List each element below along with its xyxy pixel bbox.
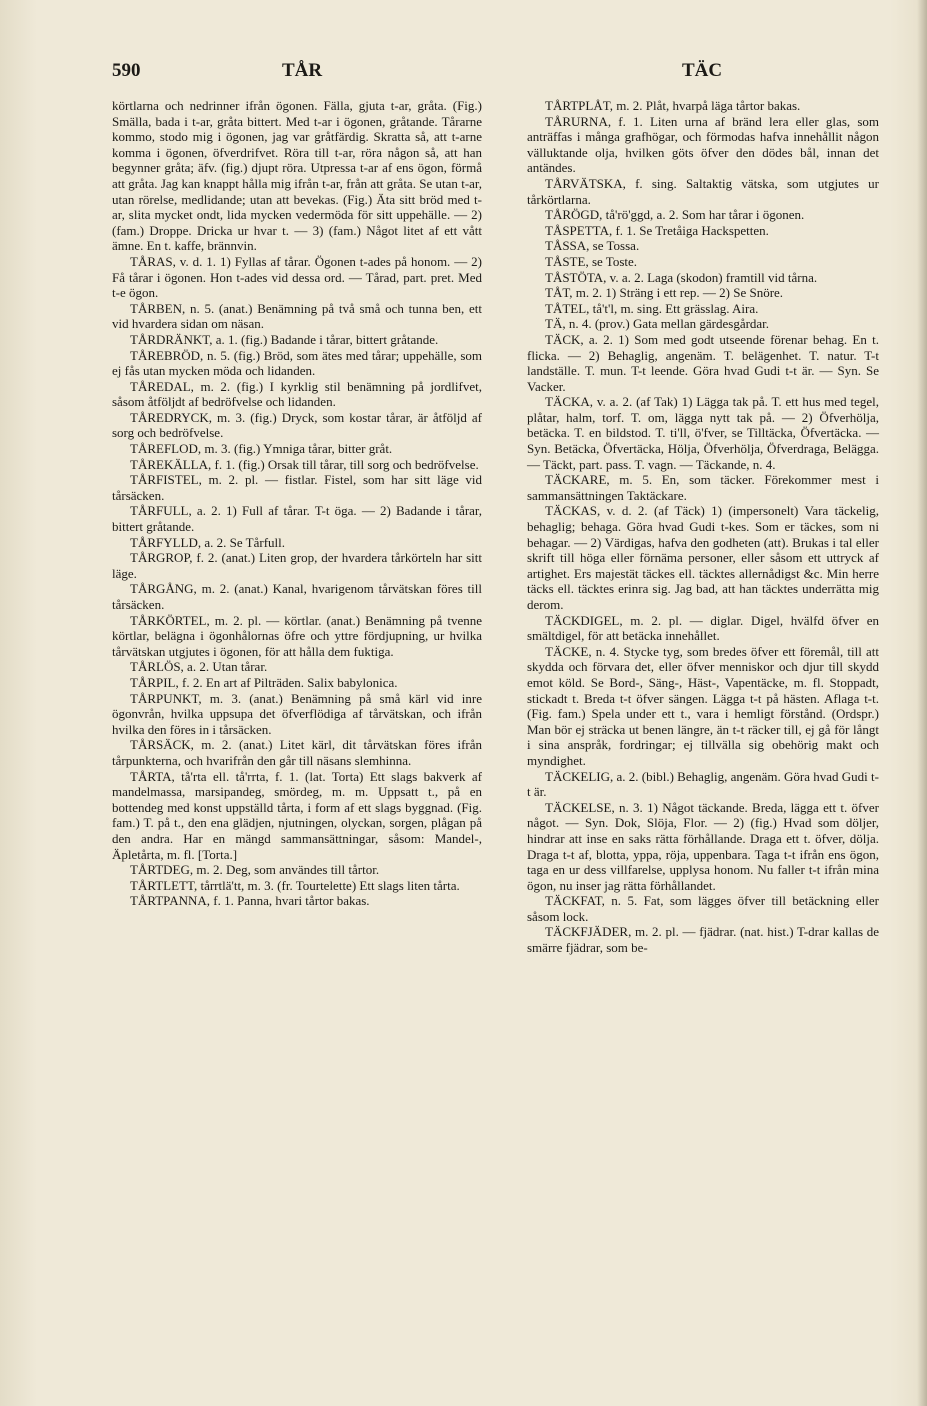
dictionary-entry: TÅSSA, se Tossa.	[545, 238, 640, 254]
dictionary-entry: TÅRTPANNA, f. 1. Panna, hvari tårtor bakas.	[130, 893, 370, 909]
dictionary-entry: TÅREDAL, m. 2. (fig.) I kyrklig stil benämning på jordlifvet, såsom åtföljdt af bedröfvelse och lidanden.	[112, 378, 482, 410]
dictionary-entry: TÅTEL, tå't'l, m. sing. Ett grässlag. Aira.	[545, 300, 759, 316]
dictionary-entry: TÄCK, a. 2. 1) Som med godt utseende förenar behag. En t. flicka. — 2) Behaglig, angenäm. T. belägenhet. T. natur. T-t landställe. T. mun. T-t leende. Göra hvad Gudi t-t är. — Syn. Se Vacker.	[527, 331, 879, 394]
page-edge-shadow	[917, 0, 927, 1406]
dictionary-entry: körtlarna och nedrinner ifrån ögonen. Fälla, gjuta t-ar, gråta. (Fig.) Smälla, bada i t-ar, gråta bittert. Med t-ar i ögonen, gråtande. Tårarne kommo, stodo mig i ögonen, jag var gråtfärdig. Skratta så, att t-arne komma i ögonen, öfverdrifvet. Röra till t-ar, röra någon så, att han begynner gråta; äfv. (fig.) djupt röra. Utpressa t-ar af ens ögon, förmå att gråta. Jag kan knappt hålla mig ifrån t-ar, från att gråta. Se utan t-ar, utan rörelse, medlidande; utan att bevekas. (Fig.) Äta sitt bröd med t-ar, slita mycket ondt, lida mycken vedermöda för sitt uppehälle. — 2) (fam.) Droppe. Dricka ur hvar t. — 3) (fam.) Något litet af ett vått ämne. En t. kaffe, brännvin.	[112, 98, 482, 254]
dictionary-entry: TÅREKÄLLA, f. 1. (fig.) Orsak till tårar, till sorg och bedröfvelse.	[130, 456, 479, 472]
dictionary-entry: TÅRFULL, a. 2. 1) Full af tårar. T-t öga. — 2) Badande i tårar, bittert gråtande.	[112, 503, 482, 535]
dictionary-entry: TÅREBRÖD, n. 5. (fig.) Bröd, som ätes med tårar; uppehälle, som ej fås utan mycken möda och lidanden.	[112, 347, 482, 379]
left-column	[112, 98, 482, 909]
dictionary-entry: TÅRÖGD, tå'rö'ggd, a. 2. Som har tårar i ögonen.	[545, 207, 805, 223]
dictionary-entry: TÅREDRYCK, m. 3. (fig.) Dryck, som kostar tårar, är åtföljd af sorg och bedröfvelse.	[112, 409, 482, 441]
dictionary-entry: TÅRLÖS, a. 2. Utan tårar.	[130, 659, 268, 675]
dictionary-entry: TÄCKAS, v. d. 2. (af Täck) 1) (impersonelt) Vara täckelig, behaglig; behaga. Göra hvad Gudi t-kes. Som er täckes, som ni behagar. — 2) Värdigas, hafva den godheten (att). Brukas i tal eller skrift till höga eller förnäma personer, eller såsom ett uttryck af artighet. Ers majestät täckes ell. täcktes allernådigst &c. Min herre täcks ell. täcktes erinra sig. Jag bad, att han täcktes underrätta mig derom.	[527, 503, 879, 612]
dictionary-entry: TÅRURNA, f. 1. Liten urna af bränd lera eller glas, som anträffas i många grafhögar, och förmodas hafva innehållit någon välluktande olja, hvilken göts öfver den dödes bål, innan det antändes.	[527, 113, 879, 176]
dictionary-entry: TÄCKARE, m. 5. En, som täcker. Förekommer mest i sammansättningen Taktäckare.	[527, 472, 879, 503]
dictionary-entry: TÅT, m. 2. 1) Sträng i ett rep. — 2) Se Snöre.	[545, 285, 784, 301]
dictionary-entry: TÅRFYLLD, a. 2. Se Tårfull.	[130, 534, 286, 550]
dictionary-entry: TÅSPETTA, f. 1. Se Tretåiga Hackspetten.	[545, 222, 769, 238]
left-running-head: TÅR	[282, 60, 323, 81]
dictionary-entry: TÅRTDEG, m. 2. Deg, som användes till tårtor.	[130, 862, 380, 878]
dictionary-entry: TÄCKA, v. a. 2. (af Tak) 1) Lägga tak på. T. ett hus med tegel, plåtar, halm, torf. T. om, lägga nytt tak på. — 2) Öfverhölja, betäcka. T. en bildstod. T. ti'll, ö'fver, se Tilltäcka, Öfvertäcka. — Syn. Betäcka, Öfvertäcka, Hölja, Öfverhölja, Öfverdraga, Belägga. — Täckt, part. pass. T. vagn. — Täckande, n. 4.	[527, 394, 879, 472]
dictionary-entry: TÅRBEN, n. 5. (anat.) Benämning på två små och tunna ben, ett vid hvardera sidan om näsan.	[112, 300, 482, 332]
dictionary-entry: TÅREFLOD, m. 3. (fig.) Ymniga tårar, bitter gråt.	[130, 441, 393, 457]
dictionary-entry: TÅRAS, v. d. 1. 1) Fyllas af tårar. Ögonen t-ades på honom. — 2) Få tårar i ögonen. Hon t-ades vid dessa ord. — Tårad, part. pret. Med t-e ögon.	[112, 253, 482, 301]
dictionary-entry: TÅRSÄCK, m. 2. (anat.) Litet kärl, dit tårvätskan föres ifrån tårpunkterna, och hvarifrån den går till näsans slemhinna.	[112, 737, 482, 768]
dictionary-entry: TÅRFISTEL, m. 2. pl. — fistlar. Fistel, som har sitt läge vid tårsäcken.	[112, 472, 482, 503]
dictionary-entry: TÄCKFJÄDER, m. 2. pl. — fjädrar. (nat. hist.) T-drar kallas de smärre fjädrar, som be-	[527, 924, 879, 956]
dictionary-entry: TÅRVÄTSKA, f. sing. Saltaktig vätska, som utgjutes ur tårkörtlarna.	[527, 175, 879, 207]
dictionary-entry: TÄCKDIGEL, m. 2. pl. — diglar. Digel, hvälfd öfver en smältdigel, för att betäcka innehållet.	[527, 612, 879, 644]
page-number: 590	[112, 60, 141, 81]
dictionary-entry: TÅRTA, tå'rta ell. tå'rrta, f. 1. (lat. Torta) Ett slags bakverk af mandelmassa, marsipandeg, smördeg, m. m. Uppsatt t., på en bottendeg med konst uppställd tårta, i form af ett slags byggnad. (Fig. fam.) T. på t., den ena glädjen, njutningen, olyckan, sorgen, plågan på den andra. Har en mängd sammansättningar, såsom: Mandel-, Äpletårta, m. fl. [Torta.]	[112, 768, 482, 862]
dictionary-entry: TÅRGÅNG, m. 2. (anat.) Kanal, hvarigenom tårvätskan föres till tårsäcken.	[112, 581, 482, 612]
dictionary-entry: TÄCKELIG, a. 2. (bibl.) Behaglig, angenäm. Göra hvad Gudi t-t är.	[527, 768, 879, 800]
dictionary-entry: TÅRPIL, f. 2. En art af Pilträden. Salix babylonica.	[130, 674, 398, 690]
dictionary-entry: TÅRTLETT, tårrtlä'tt, m. 3. (fr. Tourtelette) Ett slags liten tårta.	[130, 877, 460, 893]
dictionary-entry: TÅRKÖRTEL, m. 2. pl. — körtlar. (anat.) Benämning på tvenne körtlar, belägna i ögonhålornas öfre och yttre fördjupning, ur hvilka tårvätskan utgjutes i ögonen, för att hålla dem fuktiga.	[112, 612, 482, 659]
dictionary-entry: TÅRTPLÅT, m. 2. Plåt, hvarpå läga tårtor bakas.	[545, 98, 801, 113]
right-running-head: TÄC	[682, 60, 723, 81]
dictionary-entry: TÄ, n. 4. (prov.) Gata mellan gärdesgårdar.	[545, 316, 770, 332]
dictionary-entry: TÅRPUNKT, m. 3. (anat.) Benämning på små kärl vid inre ögonvrån, hvilka uppsupa det öfverflödiga af tårvätskan, och ifrån hvilka den föres in i tårsäcken.	[112, 690, 482, 737]
dictionary-entry: TÄCKELSE, n. 3. 1) Något täckande. Breda, lägga ett t. öfver något. — Syn. Dok, Slöja, Flor. — 2) (fig.) Hvad som döljer, hindrar att inse en saks rätta förhållande. Draga ett t. öfver, dölja. Draga t-t af, blotta, yppa, röja, uppenbara. Taga t-t ifrån ens ögon, taga en ur dess villfarelse, upplysa honom. Nu faller t-t ifrån mina ögon, nu inser jag rätta förhållandet.	[527, 799, 879, 893]
page-header	[112, 60, 875, 88]
dictionary-entry: TÅSTE, se Toste.	[545, 253, 638, 269]
dictionary-entry: TÅSTÖTA, v. a. 2. Laga (skodon) framtill vid tårna.	[545, 269, 818, 285]
dictionary-entry: TÄCKE, n. 4. Stycke tyg, som bredes öfver ett föremål, till att skydda och förvara det, eller öfver menniskor och djur till skydd emot köld. Se Bord-, Säng-, Häst-, Vapentäcke, m. fl. Stoppadt, stickadt t. Breda t-t öfver sängen. Lägga t-t på hästen. Aflaga t-t. (Fig. fam.) Spela under ett t., vara i hemligt förstånd. (Ordspr.) Man bör ej sträcka ut benen längre, än t-t räcker till, ej gå för långt i sina anspråk, fordringar; ej tillvälla sig obehörig makt och myndighet.	[527, 643, 879, 768]
dictionary-entry: TÅRDRÄNKT, a. 1. (fig.) Badande i tårar, bittert gråtande.	[130, 331, 439, 347]
dictionary-entry: TÄCKFAT, n. 5. Fat, som lägges öfver till betäckning eller såsom lock.	[527, 893, 879, 924]
dictionary-entry: TÅRGROP, f. 2. (anat.) Liten grop, der hvardera tårkörteln har sitt läge.	[112, 550, 482, 581]
right-column	[527, 98, 879, 956]
